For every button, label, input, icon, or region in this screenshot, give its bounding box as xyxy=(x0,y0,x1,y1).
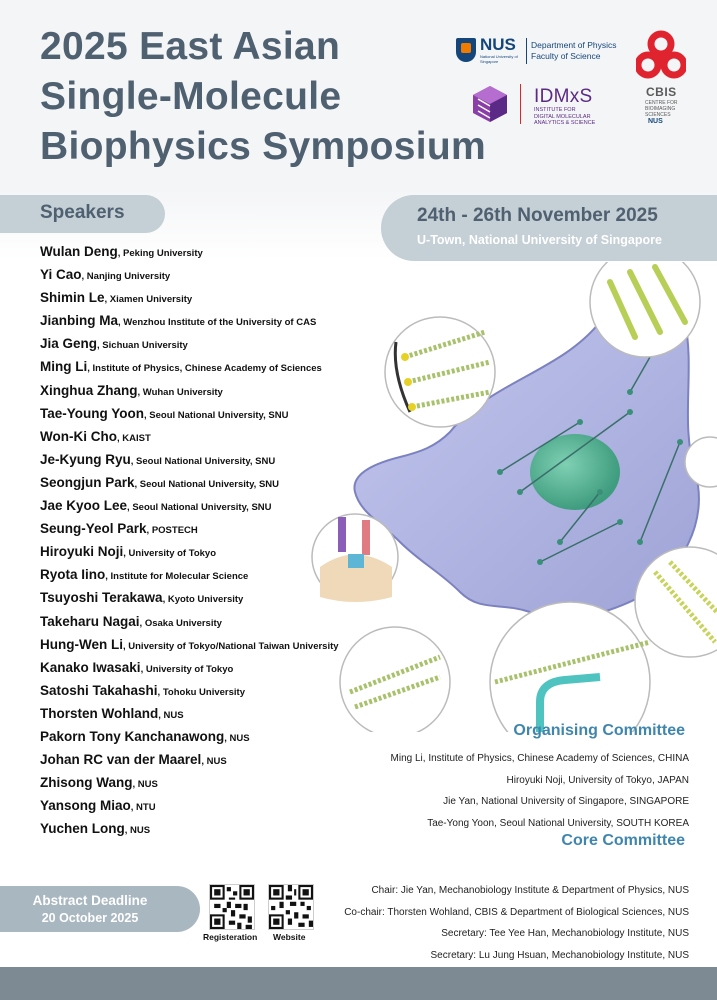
committee-member: Secretary: Lu Jung Hsuan, Mechanobiology Institute, NUS xyxy=(430,949,689,961)
speaker-affiliation: , Tohoku University xyxy=(157,686,245,698)
cbis-nus-word: NUS xyxy=(648,118,663,125)
speaker-item xyxy=(40,817,400,840)
speaker-name: Yuchen Long xyxy=(40,821,125,837)
speaker-affiliation: , Institute for Molecular Science xyxy=(105,571,249,583)
speaker-affiliation: , NUS xyxy=(124,825,151,837)
speaker-name: Je-Kyung Ryu xyxy=(40,451,131,467)
speaker-name: Tsuyoshi Terakawa xyxy=(40,590,163,606)
title-line-2: Single-Molecule xyxy=(40,75,342,118)
speaker-name: Thorsten Wohland xyxy=(40,705,159,721)
cbis-logo xyxy=(636,30,686,130)
speaker-name: Takeharu Nagai xyxy=(40,613,140,629)
speaker-affiliation: , University of Tokyo/National Taiwan University xyxy=(122,640,339,652)
event-venue: U-Town, National University of Singapore xyxy=(417,233,662,247)
committee-member: Secretary: Tee Yee Han, Mechanobiology Institute, NUS xyxy=(441,928,689,939)
speaker-item xyxy=(40,794,400,817)
speaker-affiliation: , KAIST xyxy=(116,432,151,444)
speaker-affiliation: , Seoul National University, SNU xyxy=(127,502,272,514)
speaker-name: Tae-Young Yoon xyxy=(40,405,144,421)
speaker-name: Hung-Wen Li xyxy=(40,636,123,652)
speaker-affiliation: , NUS xyxy=(132,779,158,791)
cell-illustration xyxy=(300,262,717,732)
committee-member: Jie Yan, National University of Singapore, SINGAPORE xyxy=(443,796,689,807)
speaker-name: Won-Ki Cho xyxy=(40,428,117,444)
speaker-name: Pakorn Tony Kanchanawong xyxy=(40,728,225,744)
speaker-name: Hiroyuki Noji xyxy=(40,544,124,560)
zoom-circle-bottom-center xyxy=(490,602,650,732)
speaker-affiliation: , NUS xyxy=(224,732,250,744)
logo-divider xyxy=(526,38,527,64)
speaker-item xyxy=(40,240,400,263)
committee-member: Hiroyuki Noji, University of Tokyo, JAPAN xyxy=(506,774,689,786)
cbis-emblem-icon xyxy=(636,30,686,82)
speaker-item xyxy=(40,748,400,771)
website-qr-caption: Website xyxy=(273,932,306,942)
speaker-name: Wulan Deng xyxy=(40,244,118,259)
abstract-deadline-date: 20 October 2025 xyxy=(41,911,139,925)
poster-title xyxy=(40,22,486,172)
speaker-name: Xinghua Zhang xyxy=(40,382,138,398)
speaker-name: Ming Li xyxy=(40,359,88,375)
speaker-name: Seung-Yeol Park xyxy=(40,521,147,537)
speaker-item xyxy=(40,771,400,794)
cbis-line-1: CENTRE FOR xyxy=(645,100,678,106)
speaker-name: Zhisong Wang xyxy=(40,775,133,791)
department-text xyxy=(531,40,617,62)
speaker-name: Satoshi Takahashi xyxy=(40,682,158,698)
speaker-affiliation: , Institute of Physics, Chinese Academy of Sciences xyxy=(87,363,322,375)
organising-committee-list xyxy=(391,748,689,834)
cbis-line-3: SCIENCES xyxy=(645,112,671,118)
abstract-deadline-pill xyxy=(0,886,200,932)
title-line-3: Biophysics Symposium xyxy=(40,125,486,168)
speaker-name: Kanako Iwasaki xyxy=(40,659,141,675)
title-line-1: 2025 East Asian xyxy=(40,25,341,68)
speaker-affiliation: , POSTECH xyxy=(146,525,198,537)
nus-physics-logo xyxy=(456,36,626,66)
speaker-name: Ryota Iino xyxy=(40,567,106,583)
zoom-circle-bottom-left xyxy=(340,627,450,732)
organising-committee-heading: Organising Committee xyxy=(513,722,685,739)
committee-member: Co-chair: Thorsten Wohland, CBIS & Department of Biological Sciences, NUS xyxy=(344,906,689,918)
speaker-affiliation: , University of Tokyo xyxy=(140,663,234,675)
registration-qr-code[interactable] xyxy=(209,884,255,930)
speaker-name: Jae Kyoo Lee xyxy=(40,498,128,514)
speaker-affiliation: , Nanjing University xyxy=(81,271,171,283)
committee-member: Tae-Yong Yoon, Seoul National University, SOUTH KOREA xyxy=(427,817,689,829)
speaker-name: Shimin Le xyxy=(40,290,105,306)
speaker-name: Jia Geng xyxy=(40,336,98,352)
speaker-affiliation: , NUS xyxy=(201,756,227,768)
idmxs-line-2: DIGITAL MOLECULAR xyxy=(534,113,591,120)
cbis-logo-small xyxy=(645,100,685,118)
speaker-affiliation: , Seoul National University, SNU xyxy=(144,409,289,421)
department-line-1: Department of Physics xyxy=(531,40,617,50)
speaker-affiliation: , Wuhan University xyxy=(137,386,223,398)
registration-qr-caption: Registeration xyxy=(203,932,258,942)
speaker-affiliation: , Seoul National University, SNU xyxy=(134,478,279,490)
department-line-2: Faculty of Science xyxy=(531,51,601,61)
idmxs-logo-small xyxy=(534,107,595,127)
speaker-name: Jianbing Ma xyxy=(40,313,119,329)
speaker-name: Seongjun Park xyxy=(40,474,135,490)
speaker-affiliation: , Sichuan University xyxy=(97,340,188,352)
speaker-name: Johan RC van der Maarel xyxy=(40,752,202,768)
speaker-affiliation: , Xiamen University xyxy=(104,294,193,306)
idmxs-cube-icon xyxy=(470,84,510,124)
idmxs-logo xyxy=(470,82,620,128)
idmxs-line-1: INSTITUTE FOR xyxy=(534,107,576,113)
nus-crest-icon xyxy=(456,38,476,62)
idmxs-logo-word: IDMxS xyxy=(534,86,593,107)
committee-member: Ming Li, Institute of Physics, Chinese Academy of Sciences, CHINA xyxy=(390,753,689,764)
speakers-heading: Speakers xyxy=(40,202,125,223)
idmxs-line-3: ANALYTICS & SCIENCE xyxy=(534,120,596,126)
nus-logo-small: National University of Singapore xyxy=(480,54,518,64)
cbis-logo-word: CBIS xyxy=(646,85,677,99)
speaker-affiliation: , Wenzhou Institute of the University of CAS xyxy=(118,317,317,329)
core-committee-list xyxy=(344,880,689,966)
speaker-name: Yansong Miao xyxy=(40,798,131,814)
speaker-affiliation: , Seoul National University, SNU xyxy=(130,455,276,467)
idmxs-divider xyxy=(520,84,521,124)
abstract-deadline-label: Abstract Deadline xyxy=(32,893,148,908)
speaker-name: Yi Cao xyxy=(40,267,82,283)
speaker-affiliation: , NUS xyxy=(158,709,184,721)
cbis-line-2: BIOIMAGING xyxy=(645,106,676,112)
core-committee-heading: Core Committee xyxy=(561,832,685,849)
speaker-affiliation: , Peking University xyxy=(117,248,203,259)
speaker-affiliation: , NTU xyxy=(130,802,156,814)
speakers-heading-pill xyxy=(0,195,165,233)
footer-bar xyxy=(0,967,717,1000)
event-date: 24th - 26th November 2025 xyxy=(417,205,658,226)
speaker-affiliation: , Kyoto University xyxy=(162,594,244,606)
event-date-pill xyxy=(381,195,717,261)
committee-member: Chair: Jie Yan, Mechanobiology Institute & Department of Physics, NUS xyxy=(371,885,689,896)
speaker-affiliation: , Osaka University xyxy=(139,617,222,629)
nus-logo-word: NUS xyxy=(480,35,516,54)
speaker-affiliation: , University of Tokyo xyxy=(123,548,216,560)
website-qr-code[interactable] xyxy=(268,884,314,930)
